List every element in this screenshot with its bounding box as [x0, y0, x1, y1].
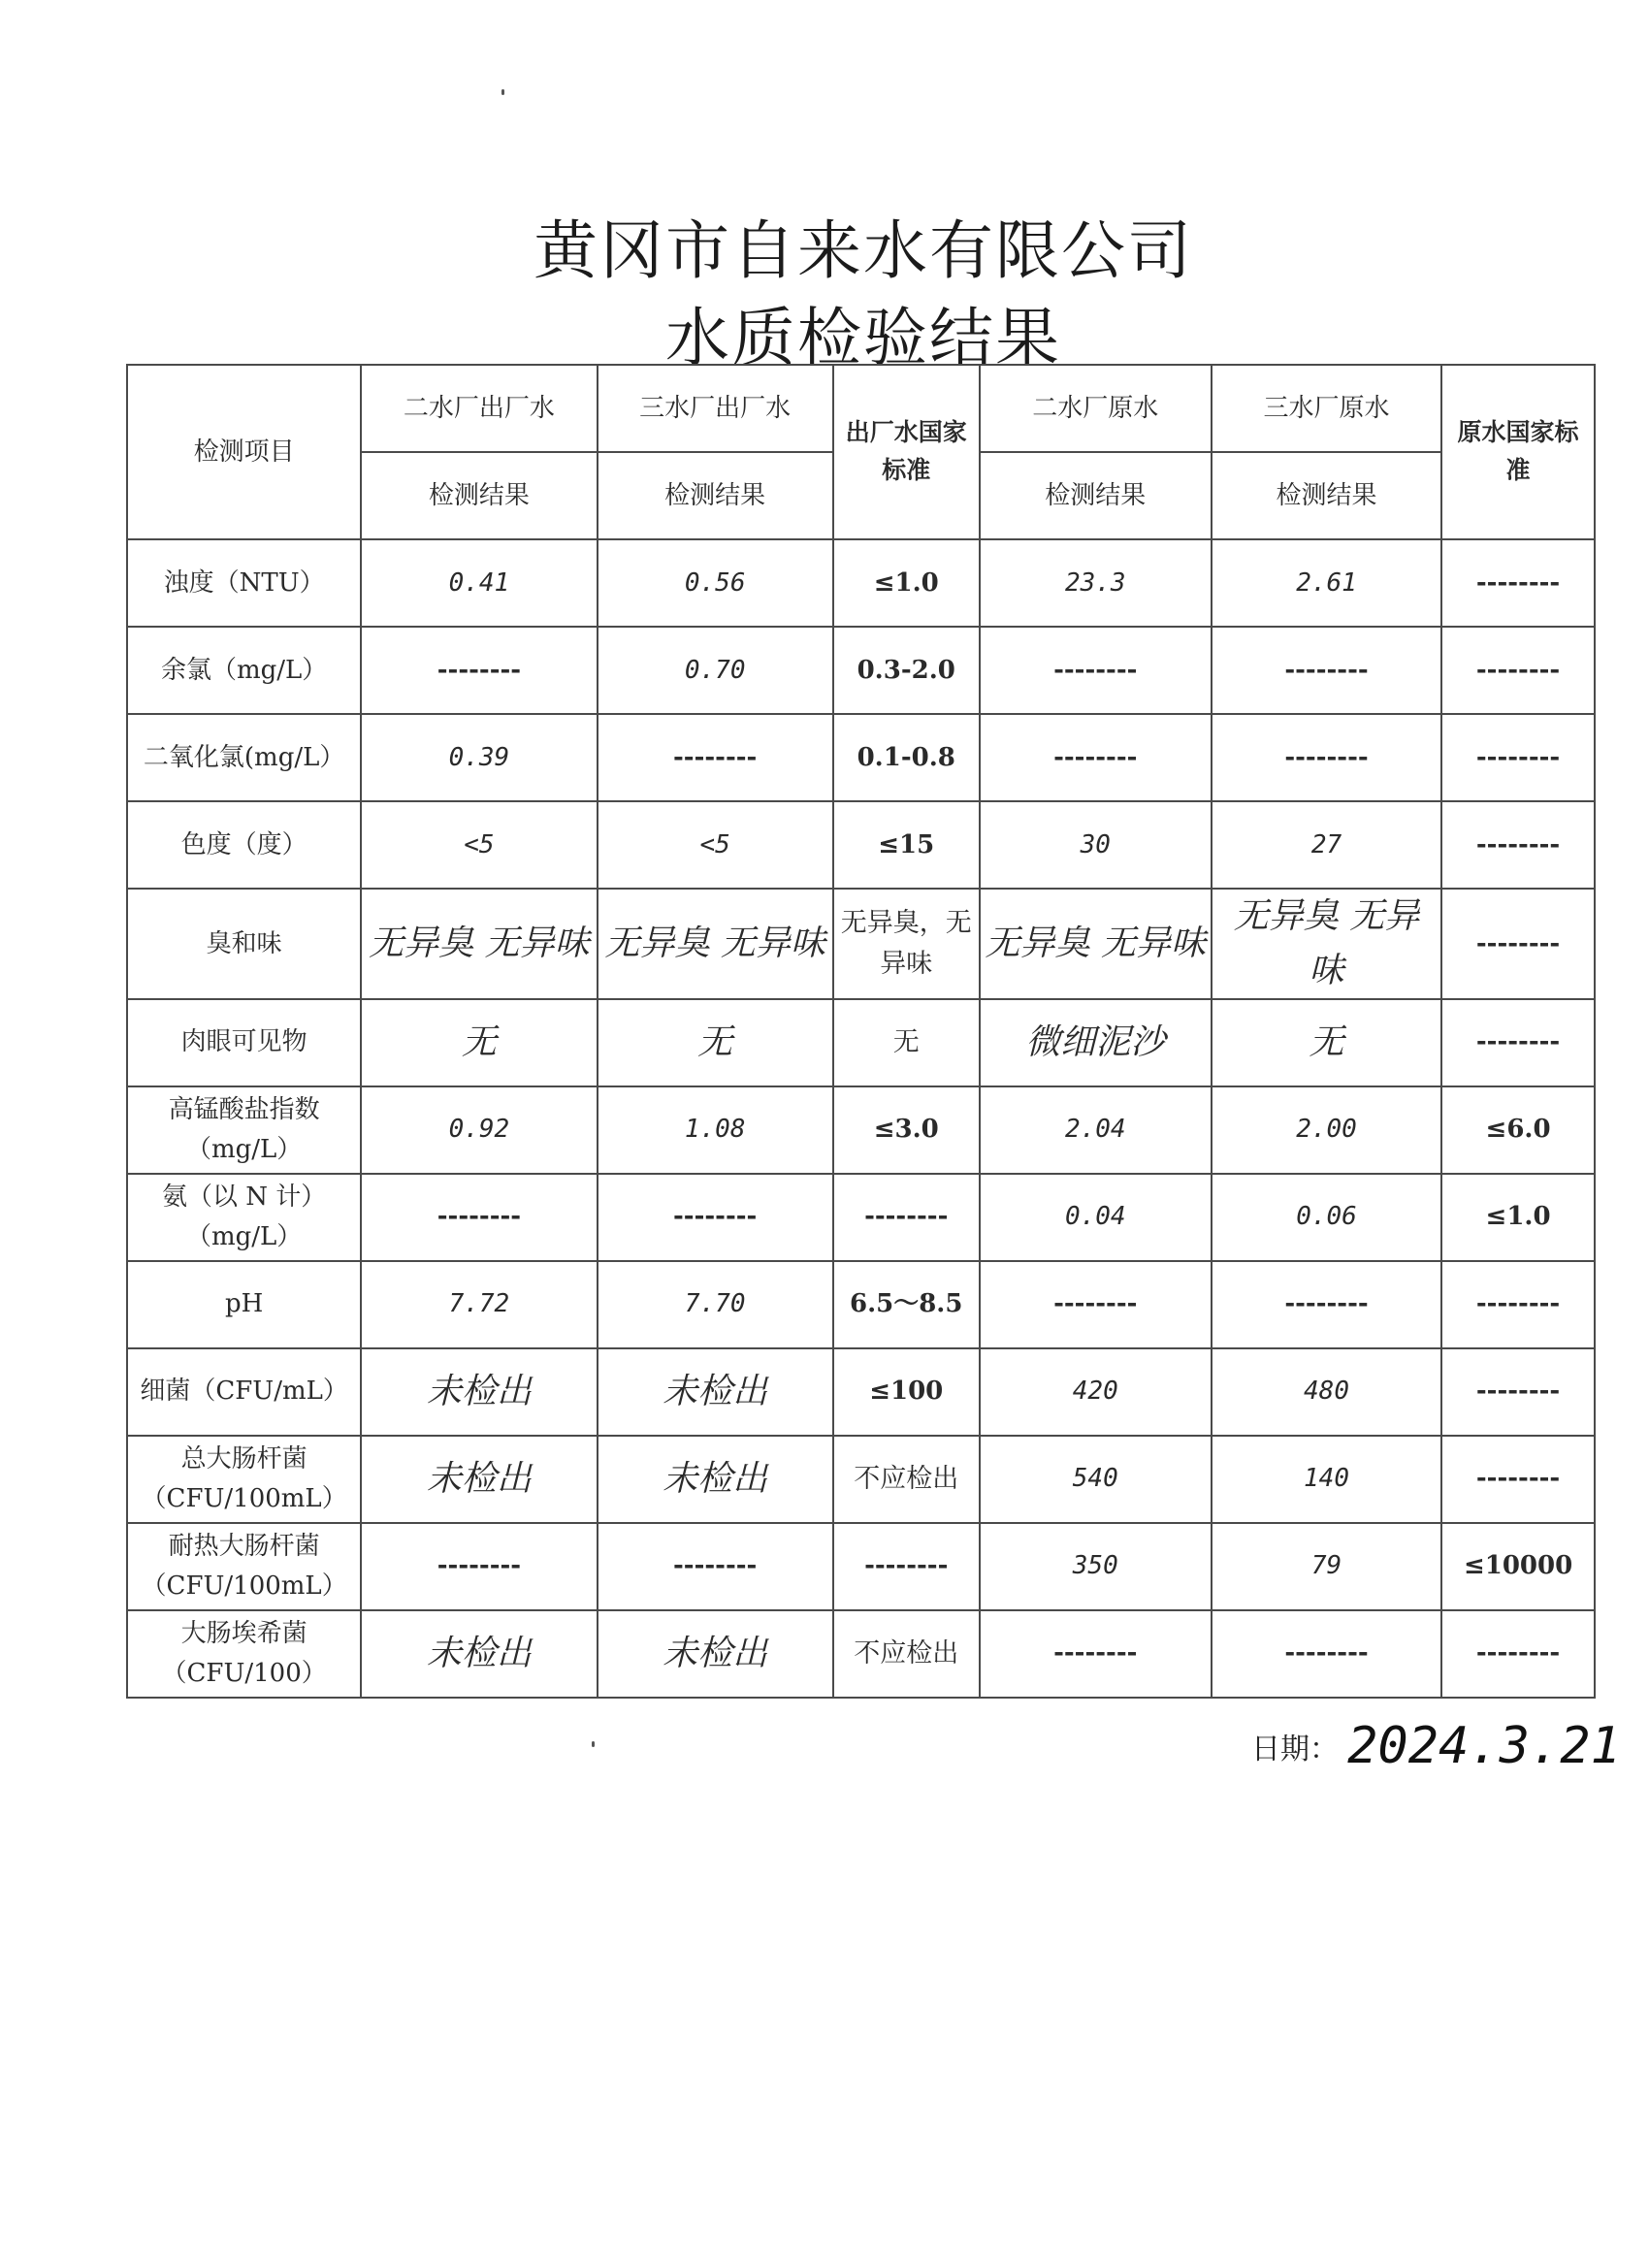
cell-std-out: ≤100 — [833, 1348, 980, 1436]
cell-std-out: -------- — [833, 1174, 980, 1261]
cell-plant2-raw: 微细泥沙 — [980, 999, 1212, 1086]
header-plant2-out: 二水厂出厂水 — [361, 365, 597, 452]
row-item-label: 氨（以 N 计）（mg/L） — [127, 1174, 361, 1261]
table-row — [127, 1174, 1595, 1261]
cell-plant2-raw: 350 — [980, 1523, 1212, 1610]
cell-plant3-raw: 27 — [1212, 801, 1441, 889]
cell-std-raw: -------- — [1441, 1348, 1595, 1436]
cell-plant3-raw: -------- — [1212, 627, 1441, 714]
cell-std-out: -------- — [833, 1523, 980, 1610]
row-item-label: 耐热大肠杆菌（CFU/100mL） — [127, 1523, 361, 1610]
cell-plant3-raw: 140 — [1212, 1436, 1441, 1523]
header-std-raw: 原水国家标准 — [1441, 365, 1595, 539]
cell-plant2-out: 未检出 — [361, 1348, 597, 1436]
table-row — [127, 539, 1595, 627]
cell-plant3-raw: 480 — [1212, 1348, 1441, 1436]
table-row — [127, 999, 1595, 1086]
cell-plant3-raw: 2.00 — [1212, 1086, 1441, 1174]
header-std-out: 出厂水国家标准 — [833, 365, 980, 539]
cell-plant2-raw: -------- — [980, 714, 1212, 801]
cell-plant3-out: -------- — [598, 714, 833, 801]
row-item-label: 臭和味 — [127, 889, 361, 999]
row-item-label: 肉眼可见物 — [127, 999, 361, 1086]
cell-std-out: ≤15 — [833, 801, 980, 889]
cell-plant3-raw: 无 — [1212, 999, 1441, 1086]
table-row — [127, 889, 1595, 999]
cell-plant3-raw: 无异臭 无异味 — [1212, 889, 1441, 999]
cell-plant2-raw: 2.04 — [980, 1086, 1212, 1174]
scan-speck — [592, 1741, 595, 1747]
table-row — [127, 714, 1595, 801]
subheader-result: 检测结果 — [598, 452, 833, 539]
cell-std-out: 无 — [833, 999, 980, 1086]
cell-std-raw: -------- — [1441, 889, 1595, 999]
cell-plant2-out: -------- — [361, 627, 597, 714]
cell-plant2-out: 0.92 — [361, 1086, 597, 1174]
cell-plant3-out: 未检出 — [598, 1610, 833, 1698]
cell-std-raw: -------- — [1441, 1610, 1595, 1698]
subheader-result: 检测结果 — [1212, 452, 1441, 539]
cell-plant3-raw: 0.06 — [1212, 1174, 1441, 1261]
row-item-label: 细菌（CFU/mL） — [127, 1348, 361, 1436]
cell-plant3-out: 未检出 — [598, 1348, 833, 1436]
cell-std-out: 不应检出 — [833, 1436, 980, 1523]
date-signature: 2024.3.21 — [1347, 1717, 1621, 1775]
cell-plant2-out: 未检出 — [361, 1436, 597, 1523]
cell-std-out: 6.5～8.5 — [833, 1261, 980, 1348]
table-row — [127, 1261, 1595, 1348]
cell-std-raw: ≤10000 — [1441, 1523, 1595, 1610]
report-title: 水质检验结果 — [665, 301, 1061, 375]
cell-plant3-out: 0.56 — [598, 539, 833, 627]
cell-plant3-out: 无异臭 无异味 — [598, 889, 833, 999]
cell-std-out: ≤3.0 — [833, 1086, 980, 1174]
header-plant3-out: 三水厂出厂水 — [598, 365, 833, 452]
header-plant2-raw: 二水厂原水 — [980, 365, 1212, 452]
row-item-label: 色度（度） — [127, 801, 361, 889]
date-area — [1251, 1717, 1621, 1775]
subheader-result: 检测结果 — [980, 452, 1212, 539]
cell-plant3-out: 未检出 — [598, 1436, 833, 1523]
table-row — [127, 801, 1595, 889]
table-row — [127, 1348, 1595, 1436]
cell-std-raw: ≤6.0 — [1441, 1086, 1595, 1174]
cell-plant3-out: 7.70 — [598, 1261, 833, 1348]
cell-std-out: 0.1-0.8 — [833, 714, 980, 801]
cell-std-raw: -------- — [1441, 1436, 1595, 1523]
row-item-label: 总大肠杆菌（CFU/100mL） — [127, 1436, 361, 1523]
cell-plant2-raw: 540 — [980, 1436, 1212, 1523]
cell-plant2-out: 7.72 — [361, 1261, 597, 1348]
row-item-label: 浊度（NTU） — [127, 539, 361, 627]
cell-plant2-out: 无 — [361, 999, 597, 1086]
cell-std-out: 无异臭，无异味 — [833, 889, 980, 999]
row-item-label: pH — [127, 1261, 361, 1348]
cell-plant3-out: 0.70 — [598, 627, 833, 714]
cell-plant3-out: -------- — [598, 1523, 833, 1610]
cell-plant2-raw: -------- — [980, 1610, 1212, 1698]
header-row — [127, 365, 1595, 452]
cell-std-raw: -------- — [1441, 999, 1595, 1086]
cell-std-out: ≤1.0 — [833, 539, 980, 627]
cell-std-raw: -------- — [1441, 1261, 1595, 1348]
cell-plant3-out: <5 — [598, 801, 833, 889]
cell-plant2-raw: 0.04 — [980, 1174, 1212, 1261]
subheader-result: 检测结果 — [361, 452, 597, 539]
cell-plant3-out: 1.08 — [598, 1086, 833, 1174]
cell-plant3-out: -------- — [598, 1174, 833, 1261]
cell-plant2-raw: 30 — [980, 801, 1212, 889]
cell-std-out: 不应检出 — [833, 1610, 980, 1698]
cell-plant3-raw: -------- — [1212, 1261, 1441, 1348]
company-title: 黄冈市自来水有限公司 — [534, 213, 1193, 288]
table-row — [127, 1610, 1595, 1698]
date-label: 日期： — [1251, 1733, 1339, 1766]
cell-plant2-out: 0.41 — [361, 539, 597, 627]
cell-plant3-raw: -------- — [1212, 714, 1441, 801]
cell-plant2-out: -------- — [361, 1174, 597, 1261]
cell-plant2-raw: 420 — [980, 1348, 1212, 1436]
row-item-label: 余氯（mg/L） — [127, 627, 361, 714]
cell-plant3-raw: 2.61 — [1212, 539, 1441, 627]
cell-plant3-raw: 79 — [1212, 1523, 1441, 1610]
table-row — [127, 627, 1595, 714]
row-item-label: 高锰酸盐指数（mg/L） — [127, 1086, 361, 1174]
cell-plant2-raw: -------- — [980, 1261, 1212, 1348]
cell-plant2-out: 未检出 — [361, 1610, 597, 1698]
cell-plant2-raw: -------- — [980, 627, 1212, 714]
cell-std-raw: -------- — [1441, 539, 1595, 627]
water-quality-table — [126, 364, 1596, 1699]
cell-std-raw: -------- — [1441, 801, 1595, 889]
cell-std-raw: ≤1.0 — [1441, 1174, 1595, 1261]
header-plant3-raw: 三水厂原水 — [1212, 365, 1441, 452]
cell-plant2-out: -------- — [361, 1523, 597, 1610]
cell-plant2-raw: 23.3 — [980, 539, 1212, 627]
cell-plant3-out: 无 — [598, 999, 833, 1086]
table-body — [127, 539, 1595, 1698]
table-row — [127, 1086, 1595, 1174]
row-item-label: 二氧化氯(mg/L） — [127, 714, 361, 801]
scan-speck — [501, 89, 504, 95]
cell-std-raw: -------- — [1441, 627, 1595, 714]
cell-plant3-raw: -------- — [1212, 1610, 1441, 1698]
row-item-label: 大肠埃希菌（CFU/100） — [127, 1610, 361, 1698]
cell-plant2-out: 0.39 — [361, 714, 597, 801]
cell-plant2-raw: 无异臭 无异味 — [980, 889, 1212, 999]
cell-plant2-out: 无异臭 无异味 — [361, 889, 597, 999]
cell-std-raw: -------- — [1441, 714, 1595, 801]
cell-std-out: 0.3-2.0 — [833, 627, 980, 714]
header-item: 检测项目 — [127, 365, 361, 539]
table-row — [127, 1436, 1595, 1523]
table-row — [127, 1523, 1595, 1610]
cell-plant2-out: <5 — [361, 801, 597, 889]
